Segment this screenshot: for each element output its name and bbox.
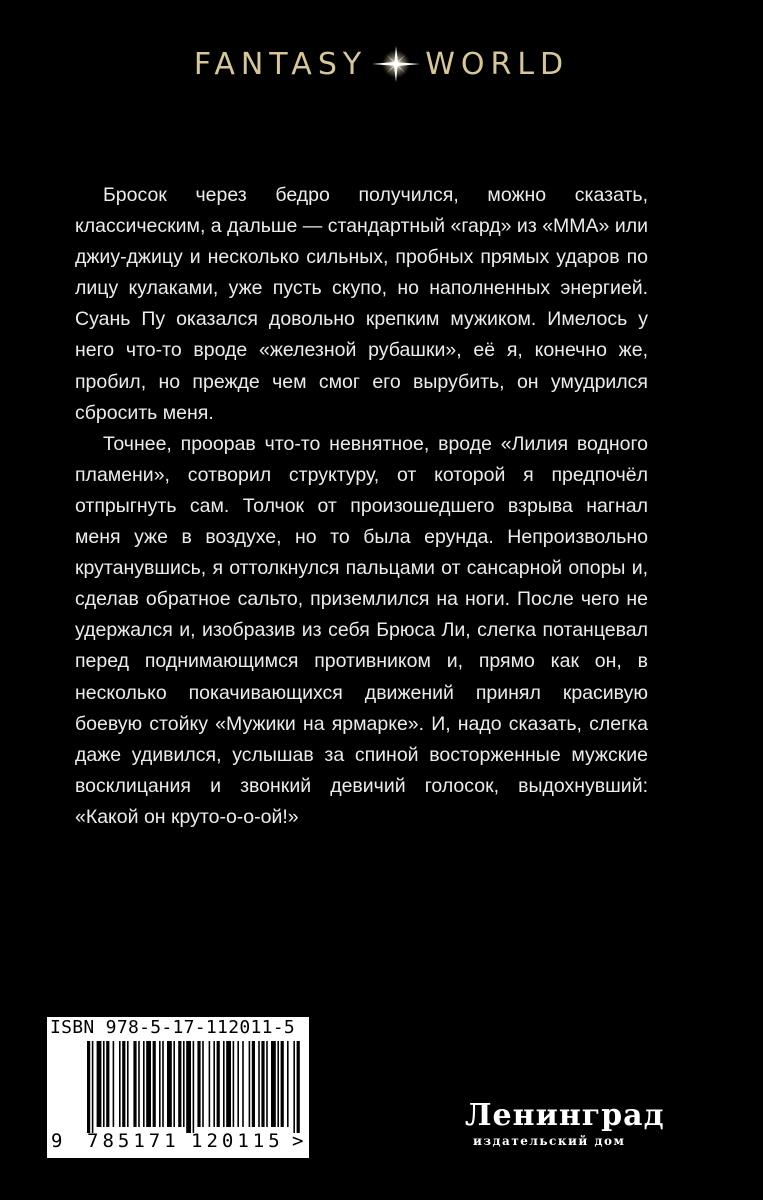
- barcode-bar: [197, 1041, 200, 1127]
- barcode-bar: [217, 1041, 220, 1127]
- barcode-bars: [47, 1041, 309, 1133]
- barcode-bar: [193, 1041, 195, 1133]
- barcode-bar: [122, 1041, 125, 1127]
- barcode-bar: [133, 1041, 136, 1127]
- barcode-bar: [106, 1041, 109, 1127]
- barcode-bar: [242, 1041, 244, 1127]
- barcode-bar: [223, 1041, 225, 1127]
- blurb-paragraph-1: Бросок через бедро получился, можно сказать, классическим, а дальше — стандартный «гард» из «ММА» или джиу-джицу и несколько сильных, пробных прямых ударов по лицу кулаками, уже пусть скупо, но наполненных энергией. Суань Пу оказался довольно крепким мужиком. Имелось у него что-то вроде «железной рубашки», её я, конечно же, пробил, но прежде чем смог его вырубить, он умудрился сбросить меня.: [75, 184, 648, 424]
- barcode-bar: [97, 1041, 102, 1127]
- back-cover-blurb: [75, 180, 648, 833]
- barcode-bar: [186, 1041, 191, 1133]
- barcode-bar: [146, 1041, 151, 1127]
- barcode-bar: [252, 1041, 255, 1127]
- barcode-right-group: 120115: [191, 1130, 284, 1152]
- barcode-digits: [47, 1130, 309, 1156]
- barcode-bar: [92, 1041, 94, 1133]
- barcode-bar: [153, 1041, 156, 1127]
- barcode-bar: [293, 1041, 295, 1133]
- barcode-bar: [202, 1041, 204, 1127]
- series-title-right: WORLD: [425, 46, 570, 82]
- barcode-bar: [261, 1041, 264, 1127]
- barcode-bar: [113, 1041, 115, 1127]
- barcode-first-digit: 9: [51, 1130, 63, 1152]
- barcode-bar: [159, 1041, 161, 1127]
- barcode-quiet-mark: >: [292, 1130, 304, 1152]
- barcode-bar: [258, 1041, 260, 1127]
- barcode-bar: [87, 1041, 90, 1133]
- barcode-bar: [213, 1041, 215, 1127]
- blurb-paragraph-2: Точнее, проорав что-то невнятное, вроде «Лилия водного пламени», сотворил структуру, от которой я предпочёл отпрыгнуть сам. Толчок от произошедшего взрыва нагнал меня уже в воздухе, но то была ерунда. Непроизвольно крутанувшись, я оттолкнулся пальцами от сансарной опоры и, сделав обратное сальто, приземлился на ноги. После чего не удержался и, изобразив из себя Брюса Ли, слегка потанцевал перед поднимающимся противником и, прямо как он, в несколько покачивающихся движений принял красивую боевую стойку «Мужики на ярмарке». И, надо сказать, слегка даже удивился, услышав за спиной восторженные мужские восклицания и звонкий девичий голосок, выдохнувший: «Какой он круто-о-о-ой!»: [75, 432, 648, 828]
- barcode-bar: [237, 1041, 239, 1127]
- publisher-logo: [465, 1098, 665, 1158]
- publisher-name: Ленинград: [465, 1098, 665, 1133]
- barcode-bar: [281, 1041, 284, 1127]
- isbn-text: ISBN 978-5-17-112011-5: [50, 1017, 296, 1038]
- barcode-bar: [249, 1041, 251, 1127]
- barcode-bar: [178, 1041, 181, 1127]
- isbn-barcode: [47, 1017, 309, 1158]
- barcode-bar: [162, 1041, 164, 1127]
- sparkle-star-icon: [369, 44, 423, 84]
- publisher-subtitle: издательский дом: [473, 1134, 626, 1148]
- barcode-bar: [266, 1041, 268, 1127]
- barcode-bar: [277, 1041, 279, 1127]
- barcode-left-group: 785171: [87, 1130, 180, 1152]
- barcode-bar: [143, 1041, 145, 1127]
- barcode-bar: [167, 1041, 172, 1127]
- barcode-bar: [209, 1041, 211, 1127]
- series-title-left: FANTASY: [193, 46, 368, 82]
- barcode-bar: [226, 1041, 231, 1127]
- barcode-bar: [173, 1041, 175, 1127]
- barcode-bar: [271, 1041, 276, 1127]
- barcode-bar: [119, 1041, 121, 1127]
- barcode-bar: [233, 1041, 235, 1127]
- barcode-bar: [183, 1041, 185, 1127]
- barcode-bar: [287, 1041, 289, 1127]
- barcode-bar: [297, 1041, 300, 1133]
- barcode-bar: [127, 1041, 129, 1127]
- barcode-bar: [138, 1041, 140, 1127]
- barcode-bar: [103, 1041, 105, 1127]
- series-header: [0, 44, 763, 84]
